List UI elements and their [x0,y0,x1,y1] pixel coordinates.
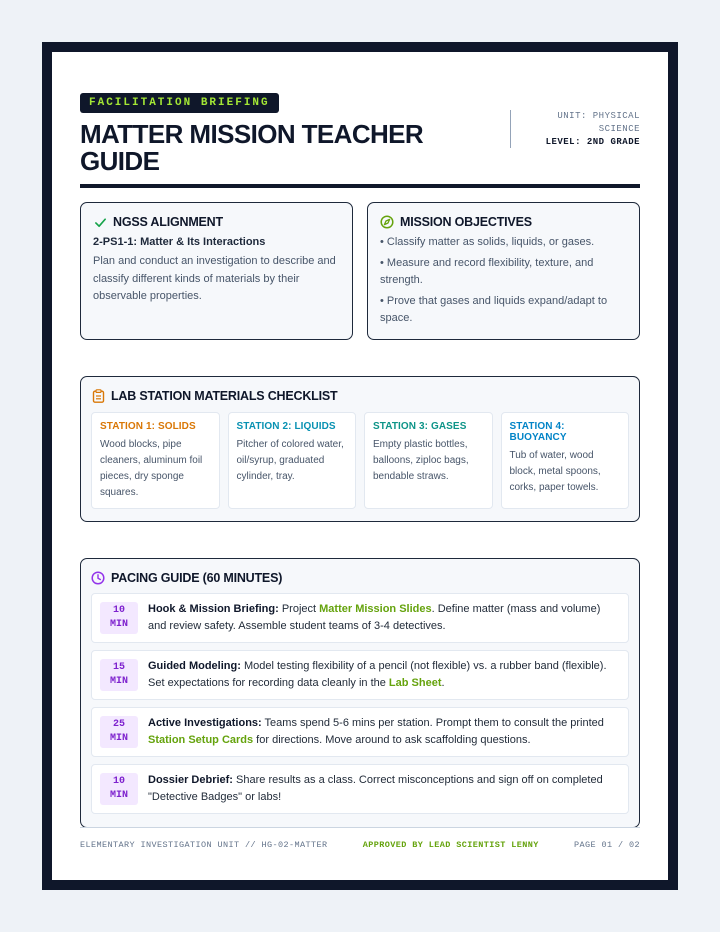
objectives-list [380,234,627,327]
time-badge [100,716,138,748]
step-label: Guided Modeling: [148,660,241,672]
step-description [148,658,620,692]
station-materials: Wood blocks, pipe cleaners, aluminum foil pieces, dry sponge squares. [100,439,203,498]
objectives-card [367,202,640,340]
step-label: Hook & Mission Briefing: [148,603,279,615]
step-label: Dossier Debrief: [148,774,233,786]
footer-approval: APPROVED BY LEAD SCIENTIST LENNY [362,840,539,850]
objective-item: • Prove that gases and liquids expand/adapt to space. [380,295,608,324]
station-card-buoyancy [501,412,630,509]
time-badge [100,602,138,634]
briefing-badge: FACILITATION BRIEFING [80,93,279,113]
ngss-heading-text: NGSS ALIGNMENT [113,215,223,229]
pacing-card [80,558,640,828]
page-frame [42,42,678,890]
unit-label-line2: SCIENCE [598,124,640,134]
step-label: Active Investigations: [148,717,262,729]
step-description [148,715,620,749]
check-icon [93,215,107,229]
pacing-step [91,764,629,814]
pacing-heading [91,571,629,585]
station-title: STATION 3: GASES [373,421,467,432]
step-text-pre: Project [278,603,320,615]
step-text-pre: Teams spend 5-6 mins per station. Prompt them to consult the printed [261,717,604,729]
pacing-step [91,707,629,757]
materials-heading [91,389,629,403]
station-card-solids [91,412,220,509]
page-number: PAGE 01 / 02 [573,840,640,850]
time-badge [100,773,138,805]
level-label: LEVEL: 2ND GRADE [545,137,640,147]
unit-label-line1: UNIT: PHYSICAL [557,111,640,121]
page-title: MATTER MISSION TEACHER GUIDE [80,119,424,176]
station-materials: Pitcher of colored water, oil/syrup, graduated cylinder, tray. [236,439,344,482]
resource-highlight: Lab Sheet [388,677,442,689]
station-card-liquids [228,412,357,509]
station-title: STATION 1: SOLIDS [100,421,196,432]
page-footer [80,827,640,850]
time-unit: MIN [109,676,128,687]
pacing-heading-text: PACING GUIDE (60 MINUTES) [111,571,283,585]
step-description [148,601,620,635]
time-unit: MIN [109,619,128,630]
pacing-steps [91,593,629,814]
station-list [91,412,629,509]
station-title: STATION 2: LIQUIDS [236,421,336,432]
compass-icon [380,215,394,229]
step-text-post: . [441,677,445,689]
ngss-card [80,202,353,340]
time-minutes: 10 [112,605,125,616]
time-unit: MIN [109,733,128,744]
ngss-standard: 2-PS1-1: Matter & Its Interactions [93,236,266,248]
resource-highlight: Station Setup Cards [148,734,254,746]
step-text-post: . Define matter (mass and volume) and review safety. Assemble student teams of 3-4 detectives. [148,603,601,632]
objective-item: • Measure and record flexibility, texture, and strength. [380,257,594,286]
time-minutes: 10 [112,776,125,787]
clipboard-icon [91,389,105,403]
document-page [52,52,668,880]
clock-icon [91,571,105,585]
step-text-pre: Model testing flexibility of a pencil (not flexible) vs. a rubber band (flexible). Set expectations for recording data cleanly in the [148,660,607,689]
footer-unit-code: ELEMENTARY INVESTIGATION UNIT // HG-02-MATTER [80,840,328,850]
resource-highlight: Matter Mission Slides [319,603,432,615]
objectives-heading-text: MISSION OBJECTIVES [400,215,532,229]
pacing-step [91,593,629,643]
time-minutes: 15 [112,662,125,673]
materials-card [80,376,640,522]
pacing-step [91,650,629,700]
ngss-description: Plan and conduct an investigation to describe and classify different kinds of materials by their observable properties. [93,255,336,302]
step-text-post: for directions. Move around to ask scaffolding questions. [253,734,531,746]
header-rule [80,184,640,188]
time-minutes: 25 [112,719,125,730]
station-materials: Empty plastic bottles, balloons, ziploc bags, bendable straws. [373,439,469,482]
objectives-heading [380,215,627,229]
time-badge [100,659,138,691]
step-text-pre: Share results as a class. Correct misconceptions and sign off on completed "Detective Badges" or labs! [148,774,603,803]
unit-info [510,110,640,148]
materials-heading-text: LAB STATION MATERIALS CHECKLIST [111,389,338,403]
objective-item: • Classify matter as solids, liquids, or gases. [380,236,595,248]
station-materials: Tub of water, wood block, metal spoons, corks, paper towels. [509,450,601,493]
station-card-gases [364,412,493,509]
station-title: STATION 4: BUOYANCY [509,421,567,443]
time-unit: MIN [109,790,128,801]
ngss-heading [93,215,340,229]
header [80,92,640,184]
top-cards [80,202,640,340]
step-description [148,772,620,806]
